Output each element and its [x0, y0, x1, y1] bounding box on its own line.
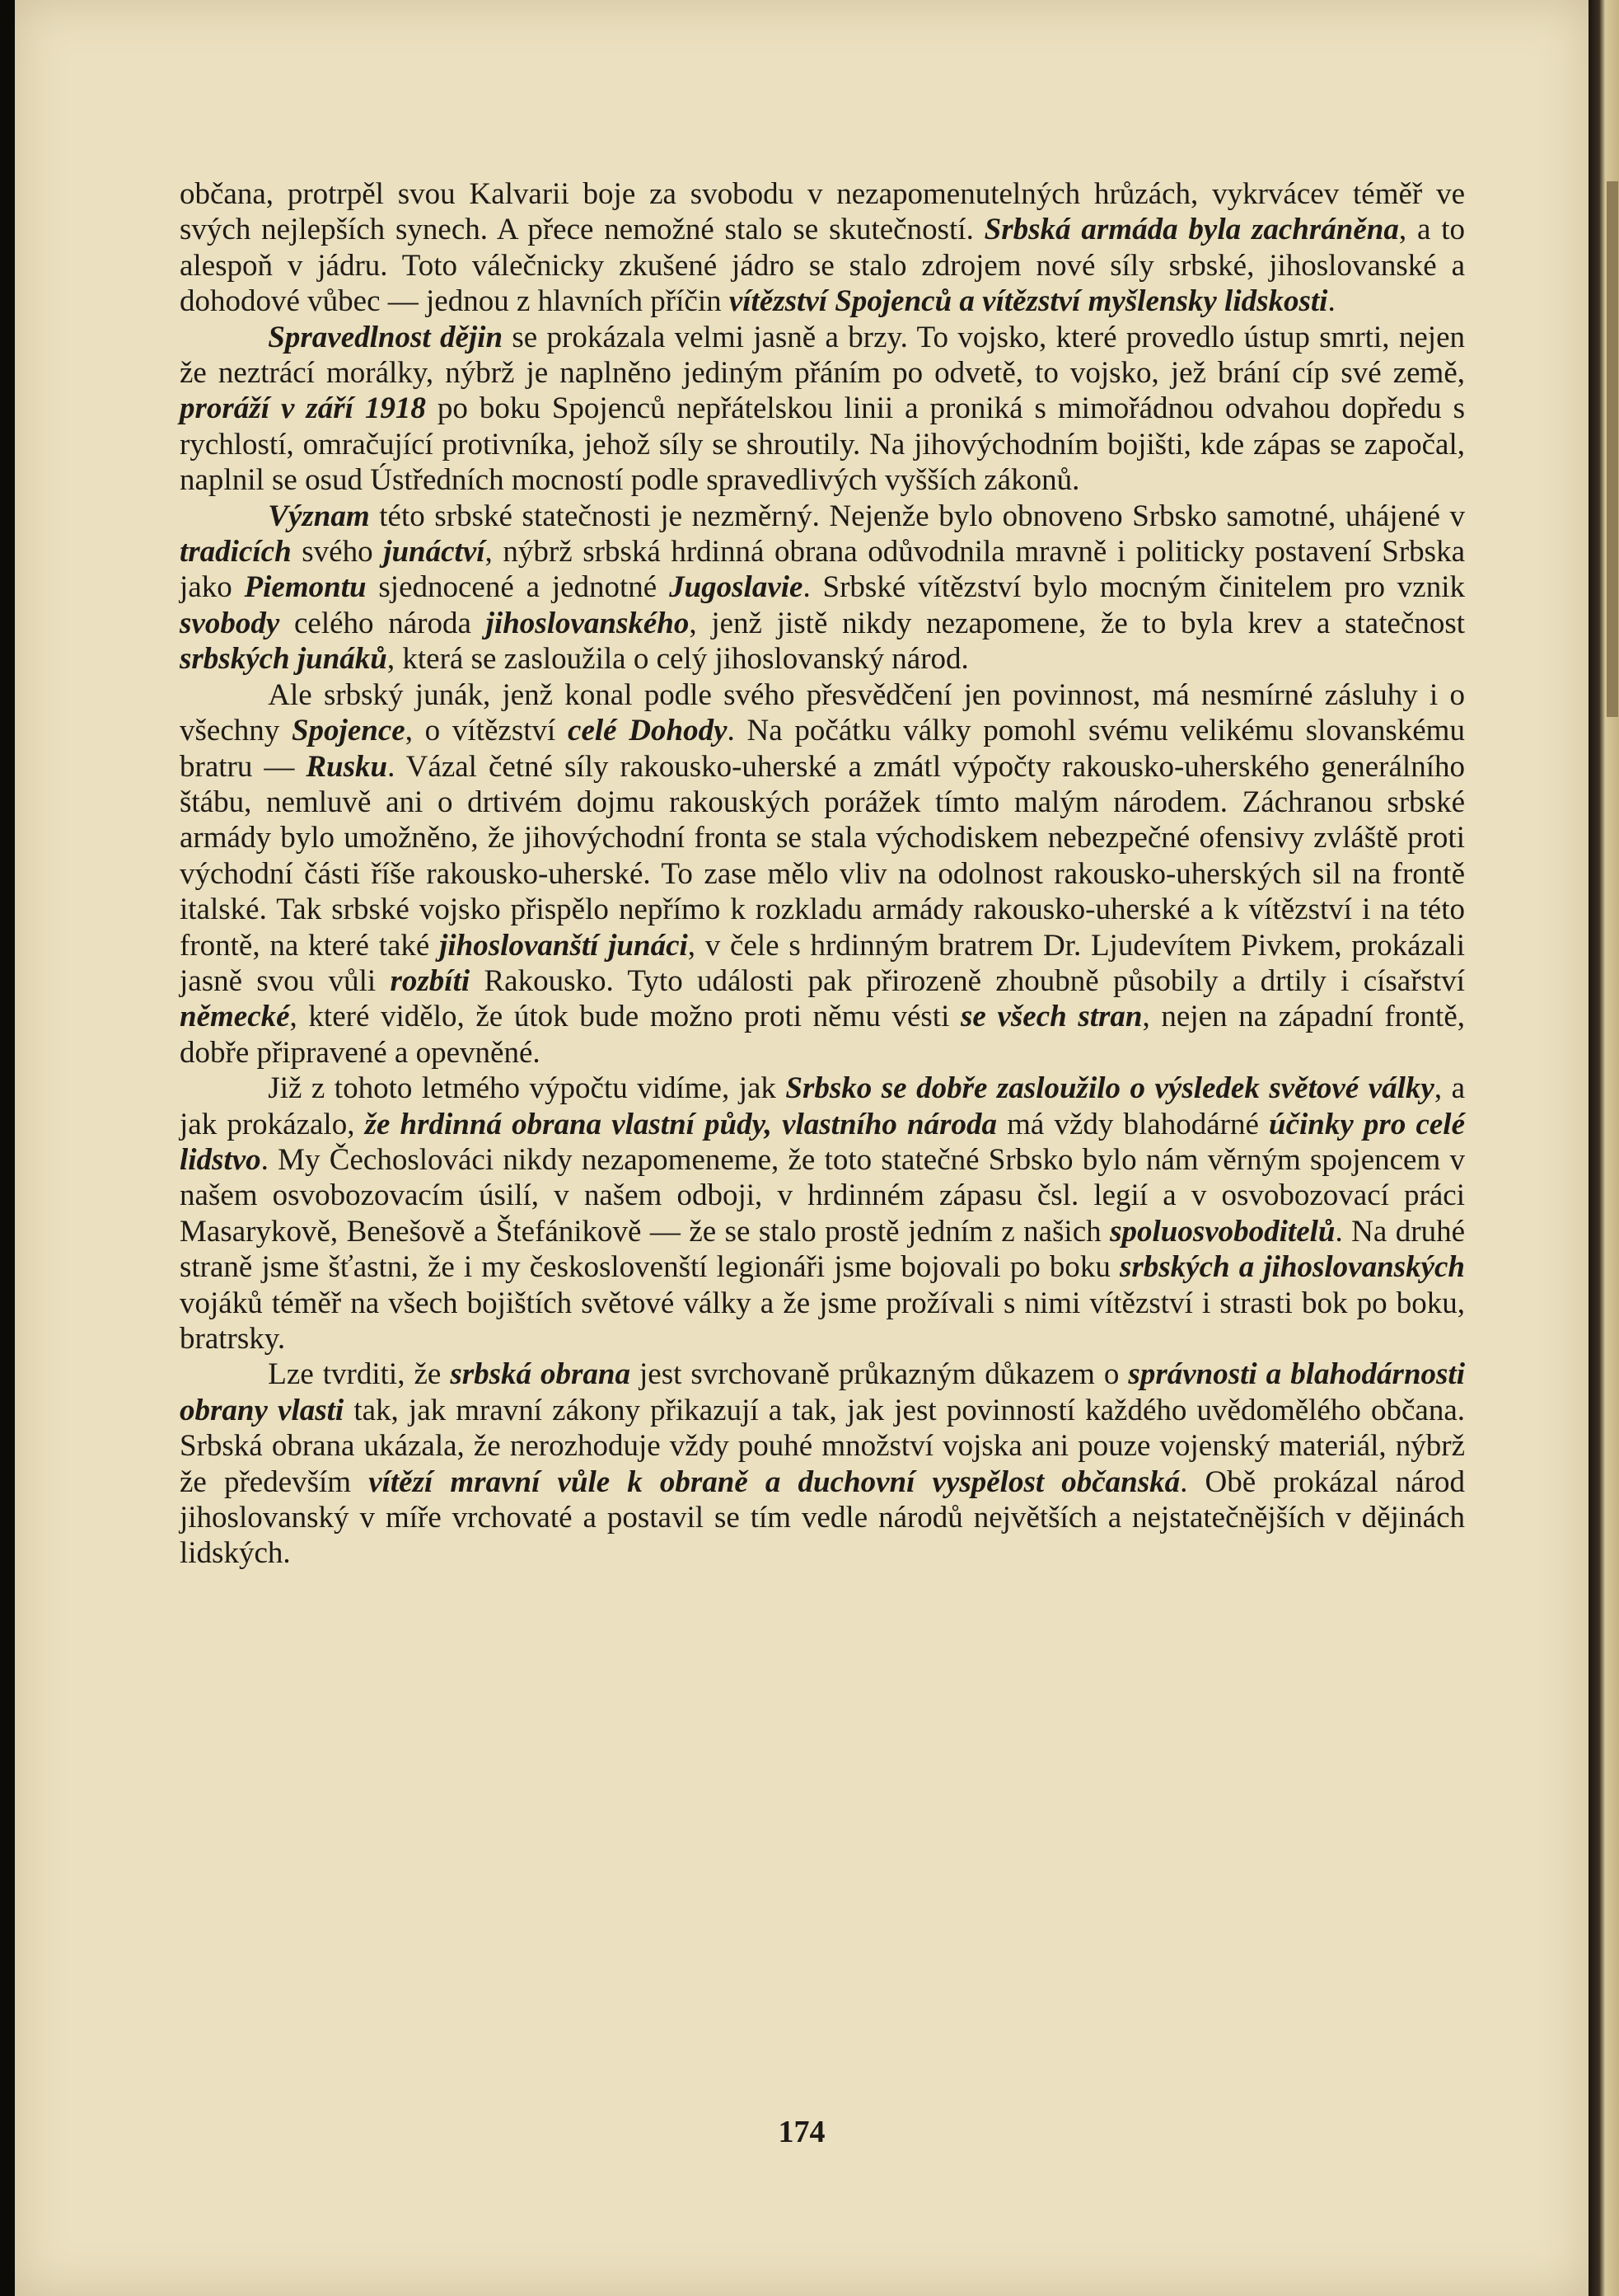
emphasized-text: tradicích	[180, 535, 292, 569]
text-segment: . My Čechoslováci nikdy nezapomeneme, že toto statečné Srbsko bylo nám věrným spojencem v našem osvobozovacím úsilí, v našem odboji, v hrdinném zápasu čsl. legií a v osvobozovací práci Masarykově, Benešově a Štefánikově — že se stalo prostě jedním z našich	[180, 1142, 1465, 1249]
emphasized-text: Srbsko se dobře zasloužilo o výsledek světové války	[785, 1071, 1434, 1106]
text-segment: , nejen na západní frontě, dobře připravené a opevněné.	[180, 1000, 1465, 1070]
text-segment: svého	[291, 535, 384, 569]
paragraph	[180, 176, 1465, 320]
text-segment: , a jak prokázalo,	[180, 1071, 1465, 1141]
text-segment: tak, jak mravní zákony přikazují a tak, jak jest povinností každého uvědomělého občana. Srbská obrana ukázala, že nerozhoduje vždy pouhé množství vojska ani pouze vojenský materiál, nýbrž že především	[180, 1393, 1466, 1499]
text-segment: , nýbrž srbská hrdinná obrana odůvodnila mravně i politicky postavení Srbska jako	[180, 535, 1465, 605]
emphasized-text: Piemontu	[244, 570, 367, 605]
emphasized-text: Spojence	[291, 714, 405, 748]
emphasized-text: proráží v září 1918	[180, 391, 426, 426]
text-segment: , které vidělo, že útok bude možno proti němu vésti	[289, 1000, 962, 1034]
text-segment: . Vázal četné síly rakousko-uherské a zmátl výpočty rakousko-uherského generálního štábu, nemluvě ani o drtivém dojmu rakouských porážek tímto malým národem. Záchranou srbské armády bylo umožněno, že jihovýchodní fronta se stala východiskem nebezpečné ofensivy zvláště proti východní části říše rakousko-uherské. To zase mělo vliv na odolnost rakousko-uherských sil na frontě italské. Tak srbské vojsko přispělo nepřímo k rozkladu armády rakousko-uherské a k vítězství i na této frontě, na které také	[180, 749, 1465, 963]
emphasized-text: Jugoslavie	[669, 570, 803, 605]
text-segment: Rakousko. Tyto události pak přirozeně zhoubně působily a drtily i císařství	[470, 963, 1465, 998]
text-segment: . Na druhé straně jsme šťastni, že i my českoslovenští legionáři jsme bojovali po boku	[180, 1214, 1465, 1285]
emphasized-text: srbských junáků	[180, 642, 387, 677]
emphasized-text: Rusku	[306, 749, 388, 784]
text-segment: této srbské statečnosti je nezměrný. Nejenže bylo obnoveno Srbsko samotné, uhájené v	[369, 499, 1465, 533]
emphasized-text: že hrdinná obrana vlastní půdy, vlastního národa	[364, 1107, 997, 1141]
text-segment: , o vítězství	[405, 714, 569, 748]
text-segment: po boku Spojenců nepřátelskou linii a proniká s mimořádnou odvahou dopředu s rychlostí, omračující protivníka, jehož síly se shroutily. Na jihovýchodním bojišti, kde zápas se započal, naplnil se osud Ústředních mocností podle spravedlivých vyšších zákonů.	[180, 391, 1465, 498]
emphasized-text: Spravedlnost dějin	[268, 320, 503, 354]
text-segment: , a to alespoň v jádru. Toto válečnicky zkušené jádro se stalo zdrojem nové síly srbské, jihoslovanské a dohodové vůbec — jednou z hlavních příčin	[180, 213, 1466, 319]
emphasized-text: jihoslovanského	[485, 606, 690, 640]
emphasized-text: vítězství Spojenců a vítězství myšlensky lidskosti	[728, 284, 1328, 319]
paragraph	[180, 677, 1465, 1071]
paragraph	[180, 1071, 1465, 1357]
paragraph	[180, 499, 1465, 677]
emphasized-text: celé Dohody	[568, 714, 728, 748]
text-segment: . Obě prokázal národ jihoslovanský v míře vrchovaté a postavil se tím vedle národů největších a nejstatečnějších v dějinách lidských.	[180, 1464, 1465, 1571]
text-segment: .	[1327, 284, 1336, 319]
emphasized-text: rozbíti	[390, 963, 470, 998]
text-segment: . Srbské vítězství bylo mocným činitelem pro vznik	[802, 570, 1465, 605]
emphasized-text: srbských a jihoslovanských	[1119, 1250, 1465, 1285]
emphasized-text: se všech stran	[961, 1000, 1143, 1034]
text-segment: vojáků téměř na všech bojištích světové války a že jsme prožívali s nimi vítězství i strasti bok po boku, bratrsky.	[180, 1286, 1465, 1356]
page-number: 174	[778, 2115, 826, 2149]
body-text	[180, 176, 1465, 1572]
text-segment: , která se zasloužila o celý jihoslovanský národ.	[386, 642, 969, 677]
emphasized-text: jihoslovanští junáci	[439, 928, 688, 963]
emphasized-text: Srbská armáda byla zachráněna	[984, 213, 1399, 247]
paragraph	[180, 320, 1465, 499]
book-page	[15, 0, 1589, 2296]
text-segment: sjednocené a jednotné	[366, 570, 670, 605]
book-spine-edge	[1589, 0, 1619, 2296]
text-segment: celého národa	[279, 606, 486, 640]
text-segment: Lze tvrditi, že	[268, 1357, 451, 1392]
emphasized-text: Význam	[268, 499, 370, 533]
emphasized-text: účinky pro celé lidstvo	[180, 1107, 1466, 1177]
text-segment: Již z tohoto letmého výpočtu vidíme, jak	[268, 1071, 786, 1106]
emphasized-text: junáctví	[383, 535, 485, 569]
emphasized-text: srbská obrana	[450, 1357, 630, 1392]
text-segment: Ale srbský junák, jenž konal podle svého přesvědčení jen povinnost, má nesmírné zásluhy i o všechny	[180, 677, 1465, 748]
text-segment: , v čele s hrdinným bratrem Dr. Ljudevítem Pivkem, prokázali jasně svou vůli	[180, 928, 1465, 998]
emphasized-text: vítězí mravní vůle k obraně a duchovní vyspělost občanská	[368, 1464, 1181, 1499]
page-edge-tab	[1607, 181, 1618, 717]
text-segment: . Na počátku války pomohl svému velikému slovanskému bratru —	[180, 714, 1465, 784]
emphasized-text: spoluosvoboditelů	[1110, 1214, 1336, 1249]
text-segment: má vždy blahodárné	[997, 1107, 1270, 1141]
text-segment: se prokázala velmi jasně a brzy. To vojsko, které provedlo ústup smrti, nejen že neztrácí morálky, nýbrž je naplněno jediným přáním po odvetě, to vojsko, jež brání cíp své země,	[180, 320, 1465, 391]
emphasized-text: německé	[180, 1000, 290, 1034]
emphasized-text: svobody	[180, 606, 280, 640]
text-segment: jest svrchovaně průkazným důkazem o	[630, 1357, 1129, 1392]
paragraph	[180, 1357, 1465, 1571]
text-segment: občana, protrpěl svou Kalvarii boje za svobodu v nezapomenutelných hrůzách, vykrvácev téměř ve svých nejlepších synech. A přece nemožné stalo se skutečností.	[180, 177, 1465, 247]
text-segment: , jenž jistě nikdy nezapomene, že to byla krev a statečnost	[689, 606, 1466, 640]
emphasized-text: správnosti a blahodárnosti obrany vlasti	[180, 1357, 1465, 1427]
